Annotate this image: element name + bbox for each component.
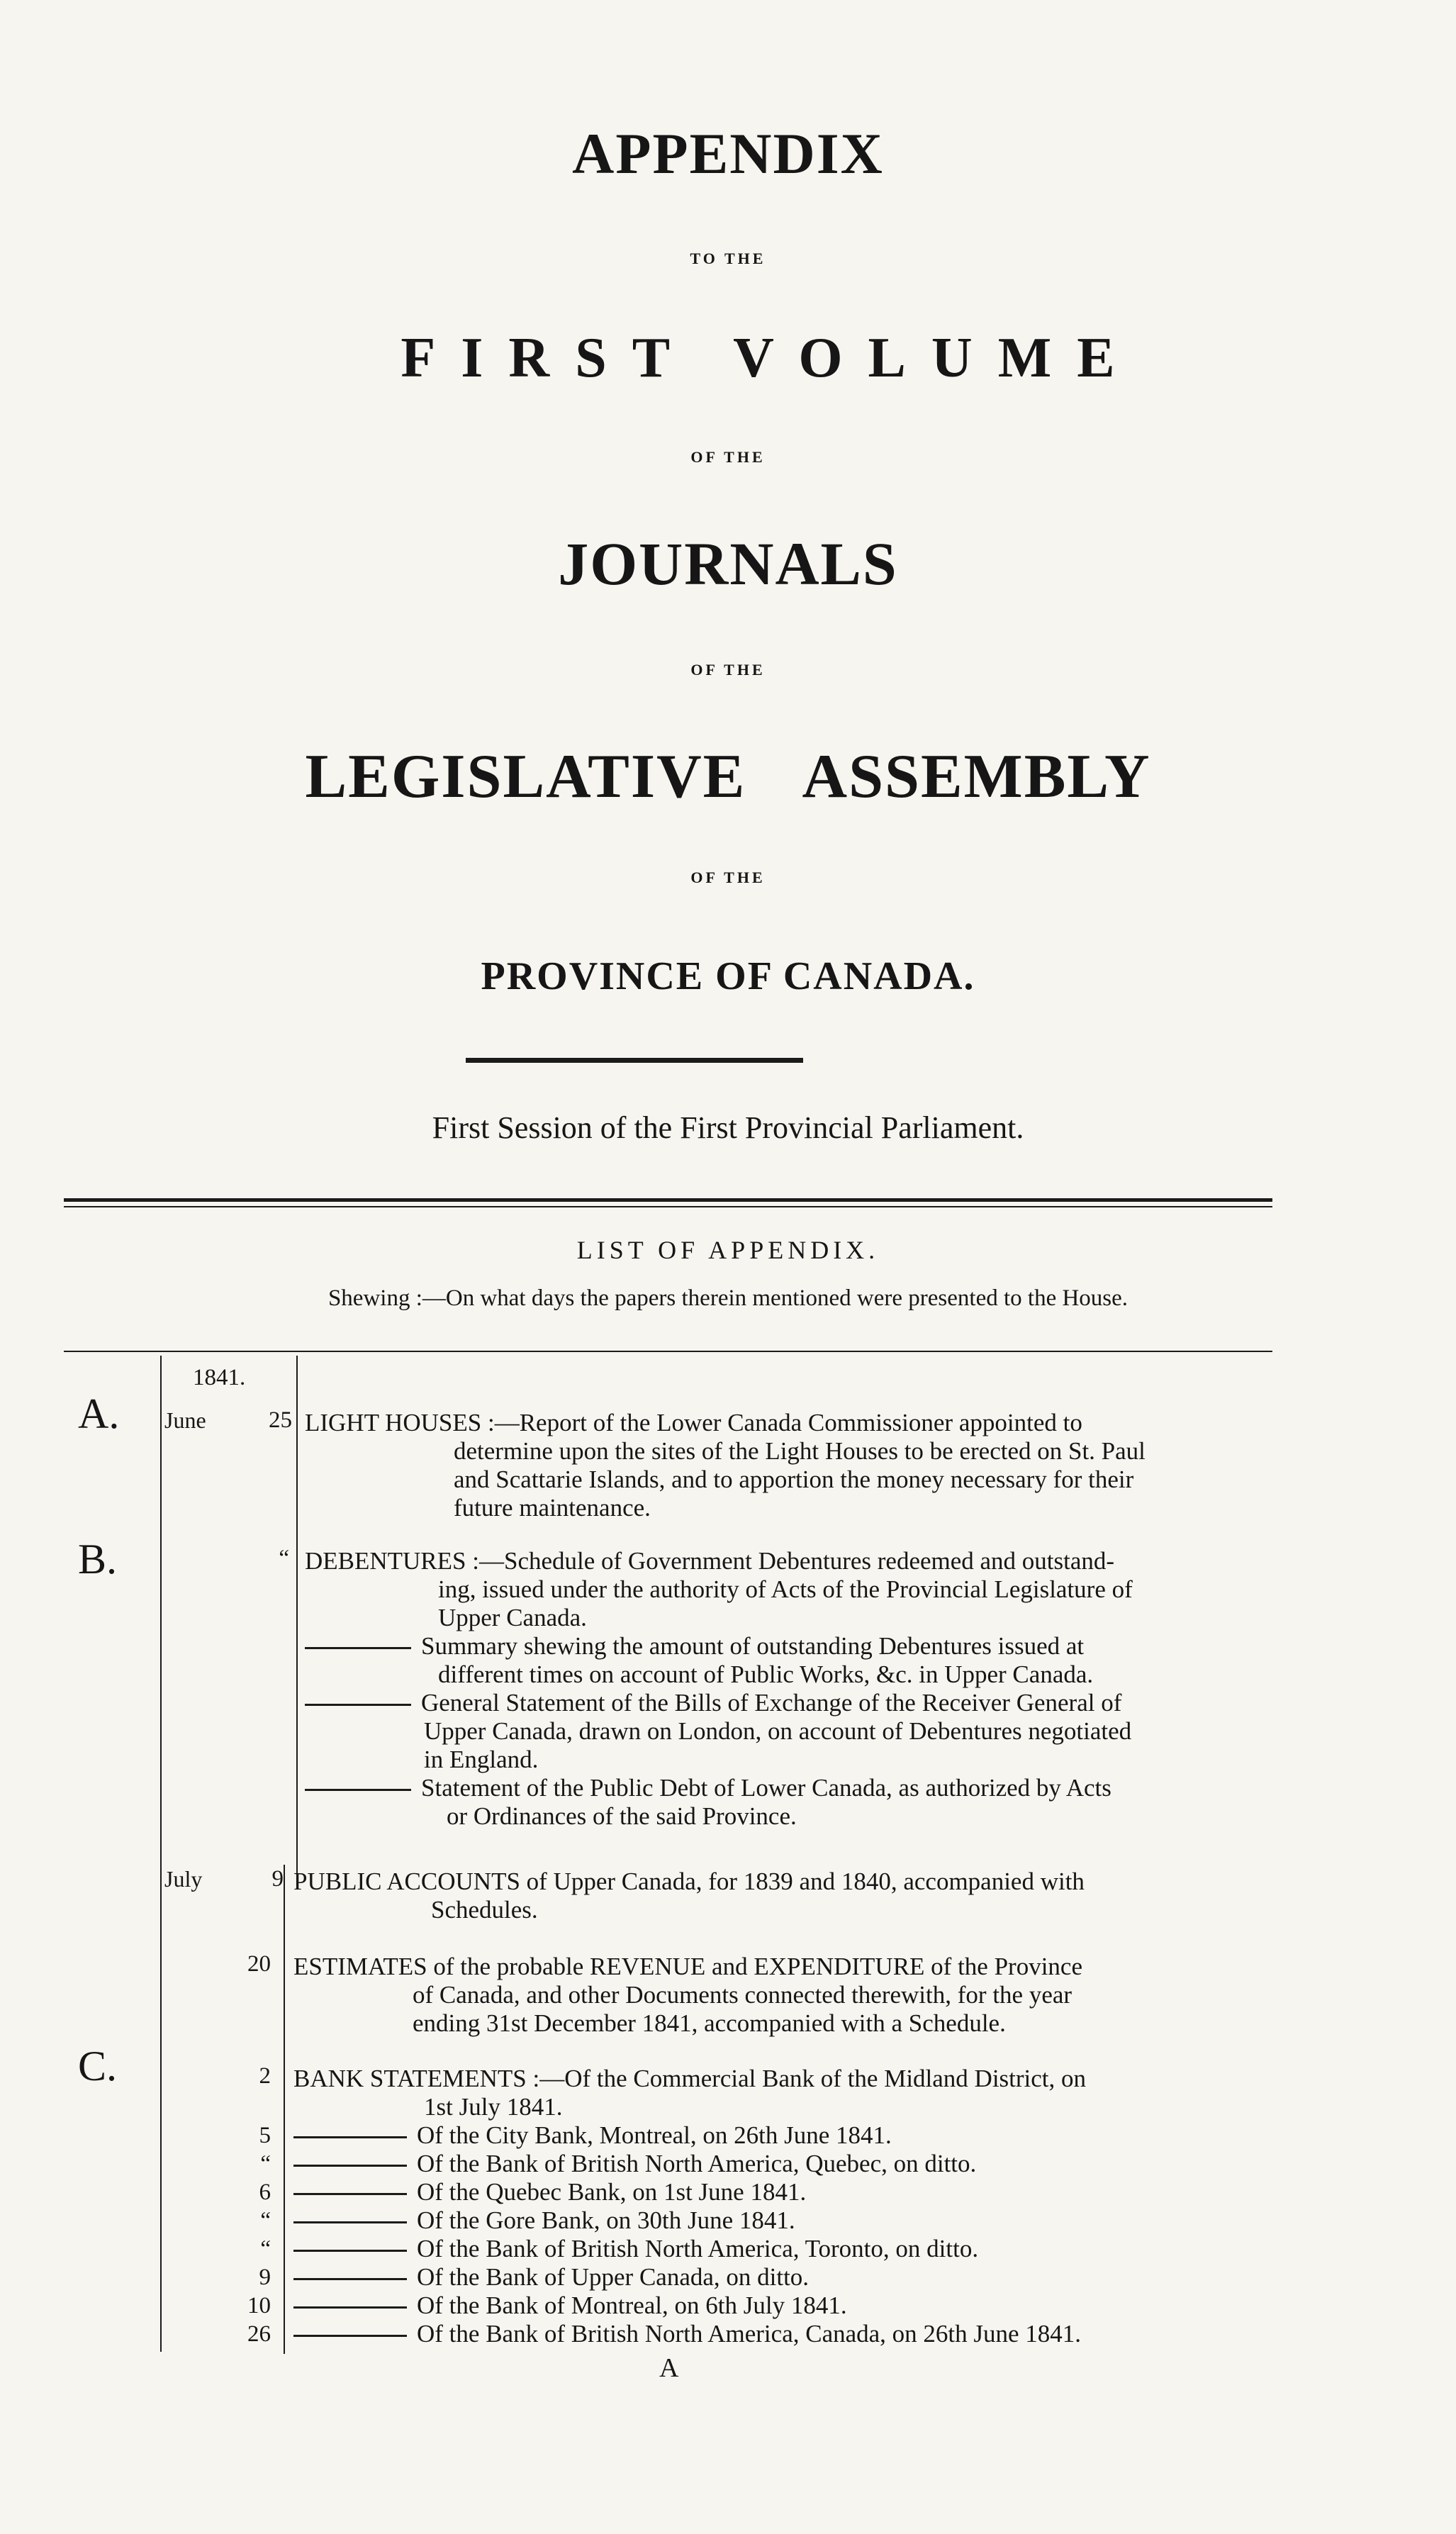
column-rule-lower [284, 1865, 285, 2354]
journals-title: JOURNALS [558, 530, 898, 598]
public-accounts-lead: PUBLIC ACCOUNTS of Upper Canada, for 1839 and 1840, accompanied with [293, 1868, 1085, 1895]
debentures-lead: DEBENTURES :—Schedule of Government Debentures redeemed and outstand- [305, 1547, 1115, 1575]
ditto-dash [293, 2136, 407, 2138]
to-the-label: TO THE [690, 250, 766, 267]
light-houses-line-2: determine upon the sites of the Light Houses to be erected on St. Paul [454, 1437, 1146, 1465]
column-rule-upper [296, 1356, 298, 1873]
light-houses-line-3: and Scattarie Islands, and to apportion the money necessary for their [454, 1466, 1134, 1493]
date-2: 2 [259, 2063, 271, 2089]
section-rule-bottom [64, 1206, 1272, 1207]
legislative-assembly-title: LEGISLATIVE ASSEMBLY [305, 742, 1151, 811]
bank-statement-text: Of the Quebec Bank, on 1st June 1841. [417, 2178, 807, 2206]
debentures-public-debt [305, 1773, 1111, 1804]
ditto-dash [305, 1789, 411, 1791]
first-volume-title: FIRST VOLUME [401, 327, 1141, 389]
debentures-general-line-3: in England. [424, 1746, 539, 1773]
ditto-dash [293, 2165, 407, 2167]
bank-statement-text: Of the Bank of British North America, Toronto, on ditto. [417, 2235, 979, 2262]
title-divider [466, 1058, 803, 1063]
bank-statement-text: Of the Gore Bank, on 30th June 1841. [417, 2206, 795, 2234]
signature-mark: A [659, 2353, 679, 2383]
date-10: 10 [247, 2293, 271, 2318]
bank-statement-upper-canada [293, 2262, 809, 2293]
bank-statement-city-bank [293, 2120, 892, 2151]
ditto-dash [305, 1647, 411, 1649]
bank-statement-bna-toronto [293, 2233, 978, 2265]
date-5: 5 [259, 2123, 271, 2148]
bank-statement-bna-quebec [293, 2148, 976, 2179]
ditto-dash [293, 2250, 407, 2252]
date-june-25: 25 [269, 1407, 292, 1433]
debentures-line-2: ing, issued under the authority of Acts of the Provincial Legislature of [438, 1575, 1133, 1603]
date-9: 9 [259, 2265, 271, 2290]
bank-statement-text: Of the Bank of British North America, Quebec, on ditto. [417, 2150, 977, 2177]
light-houses-line-4: future maintenance. [454, 1494, 651, 1522]
debentures-line-3: Upper Canada. [438, 1604, 587, 1631]
month-june: June [164, 1407, 206, 1433]
of-the-label-1: OF THE [690, 448, 766, 466]
year-label: 1841. [193, 1365, 246, 1390]
debentures-general-line-2: Upper Canada, drawn on London, on account of Debentures negotiated [424, 1717, 1132, 1745]
ditto-dash [293, 2335, 407, 2337]
bank-statement-text: Of the City Bank, Montreal, on 26th June 1841. [417, 2121, 892, 2149]
ditto-dash [305, 1704, 411, 1706]
date-ditto-2: “ [260, 2208, 271, 2233]
light-houses-lead: LIGHT HOUSES :—Report of the Lower Canada Commissioner appointed to [305, 1409, 1082, 1436]
appendix-letter-a: A. [78, 1390, 120, 1437]
list-title: LIST OF APPENDIX. [576, 1236, 880, 1264]
bank-statement-text: Of the Bank of Montreal, on 6th July 1841. [417, 2292, 847, 2319]
debentures-summary-line-2: different times on account of Public Works, &c. in Upper Canada. [438, 1661, 1094, 1688]
session-line: First Session of the First Provincial Parliament. [432, 1110, 1024, 1145]
bank-statement-bna-canada [293, 2318, 1081, 2350]
date-ditto-1: “ [260, 2151, 271, 2177]
bank-statements-lead: BANK STATEMENTS :—Of the Commercial Bank of the Midland District, on [293, 2065, 1087, 2092]
date-july-9: 9 [271, 1866, 284, 1892]
estimates-line-3: ending 31st December 1841, accompanied with a Schedule. [413, 2009, 1006, 2037]
debentures-public-debt-text: Statement of the Public Debt of Lower Canada, as authorized by Acts [421, 1774, 1111, 1802]
bank-statement-gore-bank [293, 2205, 795, 2236]
date-ditto-3: “ [260, 2236, 271, 2262]
month-july: July [164, 1866, 203, 1892]
province-title: PROVINCE OF CANADA. [481, 954, 975, 998]
date-20: 20 [247, 1951, 271, 1977]
ditto-dash [293, 2193, 407, 2195]
list-subtitle: Shewing :—On what days the papers therein mentioned were presented to the House. [327, 1285, 1129, 1311]
estimates-line-2: of Canada, and other Documents connected therewith, for the year [413, 1981, 1073, 2009]
bank-statement-montreal [293, 2290, 847, 2321]
debentures-general-statement [305, 1687, 1121, 1719]
date-26: 26 [247, 2321, 271, 2347]
date-6: 6 [259, 2179, 271, 2205]
public-accounts-line-2: Schedules. [431, 1896, 538, 1924]
appendix-letter-c: C. [78, 2043, 118, 2089]
debentures-summary [305, 1631, 1084, 1662]
list-header-rule [64, 1351, 1272, 1352]
of-the-label-2: OF THE [690, 661, 766, 679]
estimates-lead: ESTIMATES of the probable REVENUE and EXPENDITURE of the Province [293, 1953, 1082, 1980]
appendix-title: APPENDIX [572, 121, 884, 186]
bank-statement-quebec-bank [293, 2177, 806, 2208]
ditto-dash [293, 2306, 407, 2309]
of-the-label-3: OF THE [690, 869, 766, 886]
debentures-public-debt-line-2: or Ordinances of the said Province. [447, 1802, 797, 1830]
debentures-summary-text: Summary shewing the amount of outstanding Debentures issued at [421, 1632, 1085, 1660]
column-rule-left [160, 1356, 162, 2352]
ditto-dash [293, 2221, 407, 2223]
appendix-letter-b: B. [78, 1536, 118, 1583]
bank-statements-line-2: 1st July 1841. [424, 2093, 563, 2121]
ditto-dash [293, 2278, 407, 2280]
bank-statement-text: Of the Bank of British North America, Canada, on 26th June 1841. [417, 2320, 1082, 2348]
date-ditto-b: “ [279, 1546, 289, 1571]
debentures-general-text: General Statement of the Bills of Exchange of the Receiver General of [421, 1689, 1122, 1717]
section-rule-top [64, 1198, 1272, 1202]
bank-statement-text: Of the Bank of Upper Canada, on ditto. [417, 2263, 810, 2291]
